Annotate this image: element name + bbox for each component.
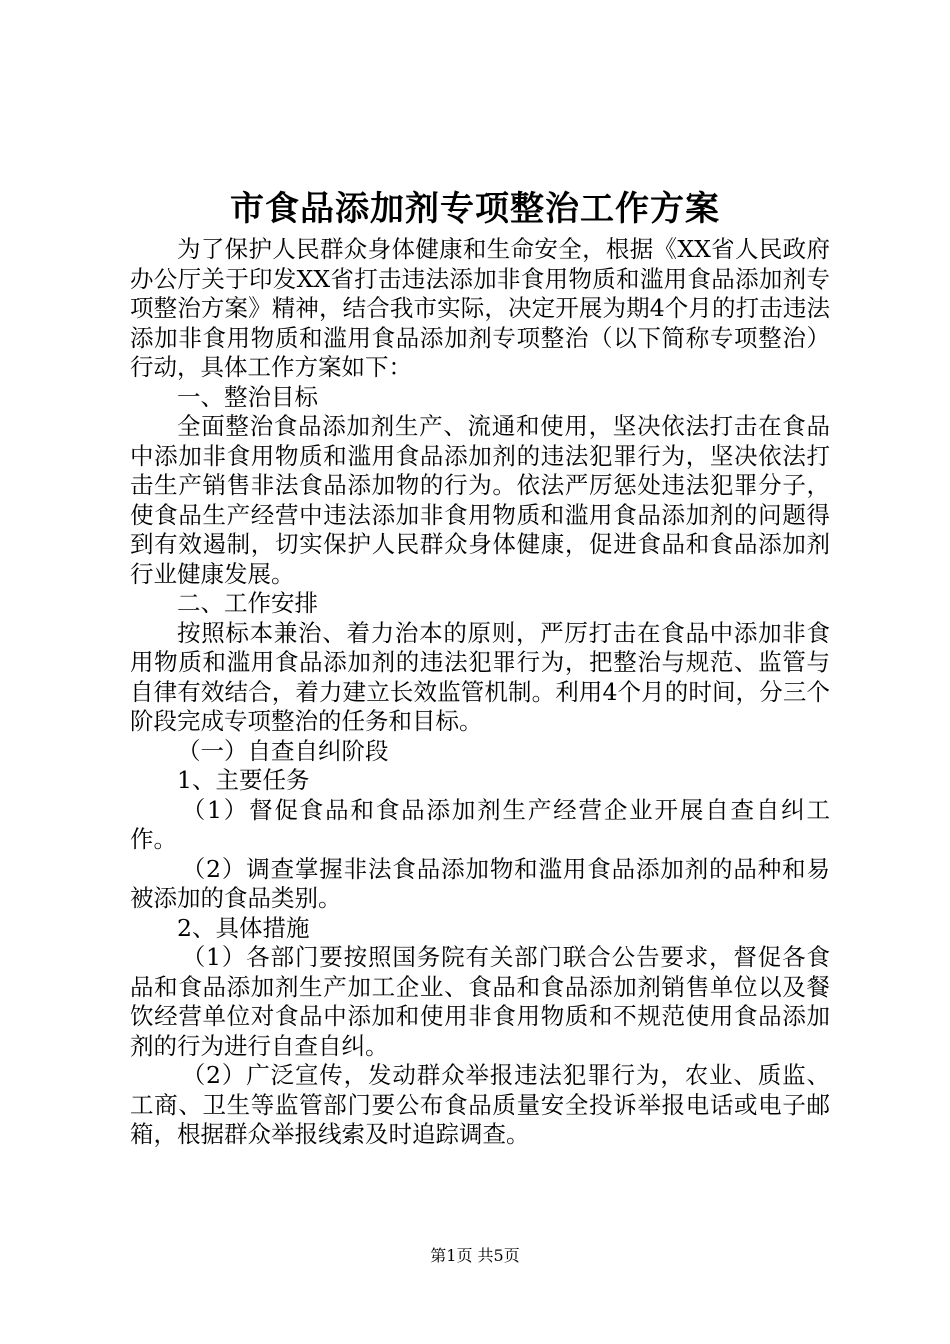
paragraph-arrangement: 按照标本兼治、着力治本的原则，严厉打击在食品中添加非食用物质和滥用食品添加剂的违法犯罪行为，把整治与规范、监管与自律有效结合，着力建立长效监管机制。利用4个月的时间，分三个阶段完成专项整治的任务和目标。	[130, 618, 830, 735]
list-item-task-1: （1）督促食品和食品添加剂生产经营企业开展自查自纠工作。	[130, 795, 830, 853]
document-body	[130, 235, 830, 1150]
paragraph-intro: 为了保护人民群众身体健康和生命安全，根据《XX省人民政府办公厅关于印发XX省打击违法添加非食用物质和滥用食品添加剂专项整治方案》精神，结合我市实际，决定开展为期4个月的打击违法添加非食用物质和滥用食品添加剂专项整治（以下简称专项整治）行动，具体工作方案如下：	[130, 235, 830, 381]
item-heading-main-tasks: 1、主要任务	[177, 766, 310, 794]
list-item-measure-2: （2）广泛宣传，发动群众举报违法犯罪行为，农业、质监、工商、卫生等监管部门要公布食品质量安全投诉举报电话或电子邮箱，根据群众举报线索及时追踪调查。	[130, 1061, 830, 1148]
section-heading-arrangement: 二、工作安排	[177, 589, 318, 617]
list-item-measure-1: （1）各部门要按照国务院有关部门联合公告要求，督促各食品和食品添加剂生产加工企业、食品和食品添加剂销售单位以及餐饮经营单位对食品中添加和使用非食用物质和不规范使用食品添加剂的行为进行自查自纠。	[130, 943, 830, 1060]
item-heading-measures: 2、具体措施	[177, 913, 310, 942]
document-title: 市食品添加剂专项整治工作方案	[230, 189, 720, 229]
paragraph-goals: 全面整治食品添加剂生产、流通和使用，坚决依法打击在食品中添加非食用物质和滥用食品添加剂的违法犯罪行为，坚决依法打击生产销售非法食品添加物的行为。依法严厉惩处违法犯罪分子，使食品生产经营中违法添加非食用物质和滥用食品添加剂的问题得到有效遏制，切实保护人民群众身体健康，促进食品和食品添加剂行业健康发展。	[130, 412, 830, 588]
subsection-heading-self-check: （一）自查自纠阶段	[177, 736, 389, 765]
section-heading-goals: 一、整治目标	[177, 382, 318, 411]
page-number-footer: 第1页 共5页	[430, 1246, 520, 1265]
list-item-task-2: （2）调查掌握非法食品添加物和滥用食品添加剂的品种和易被添加的食品类别。	[130, 854, 830, 912]
